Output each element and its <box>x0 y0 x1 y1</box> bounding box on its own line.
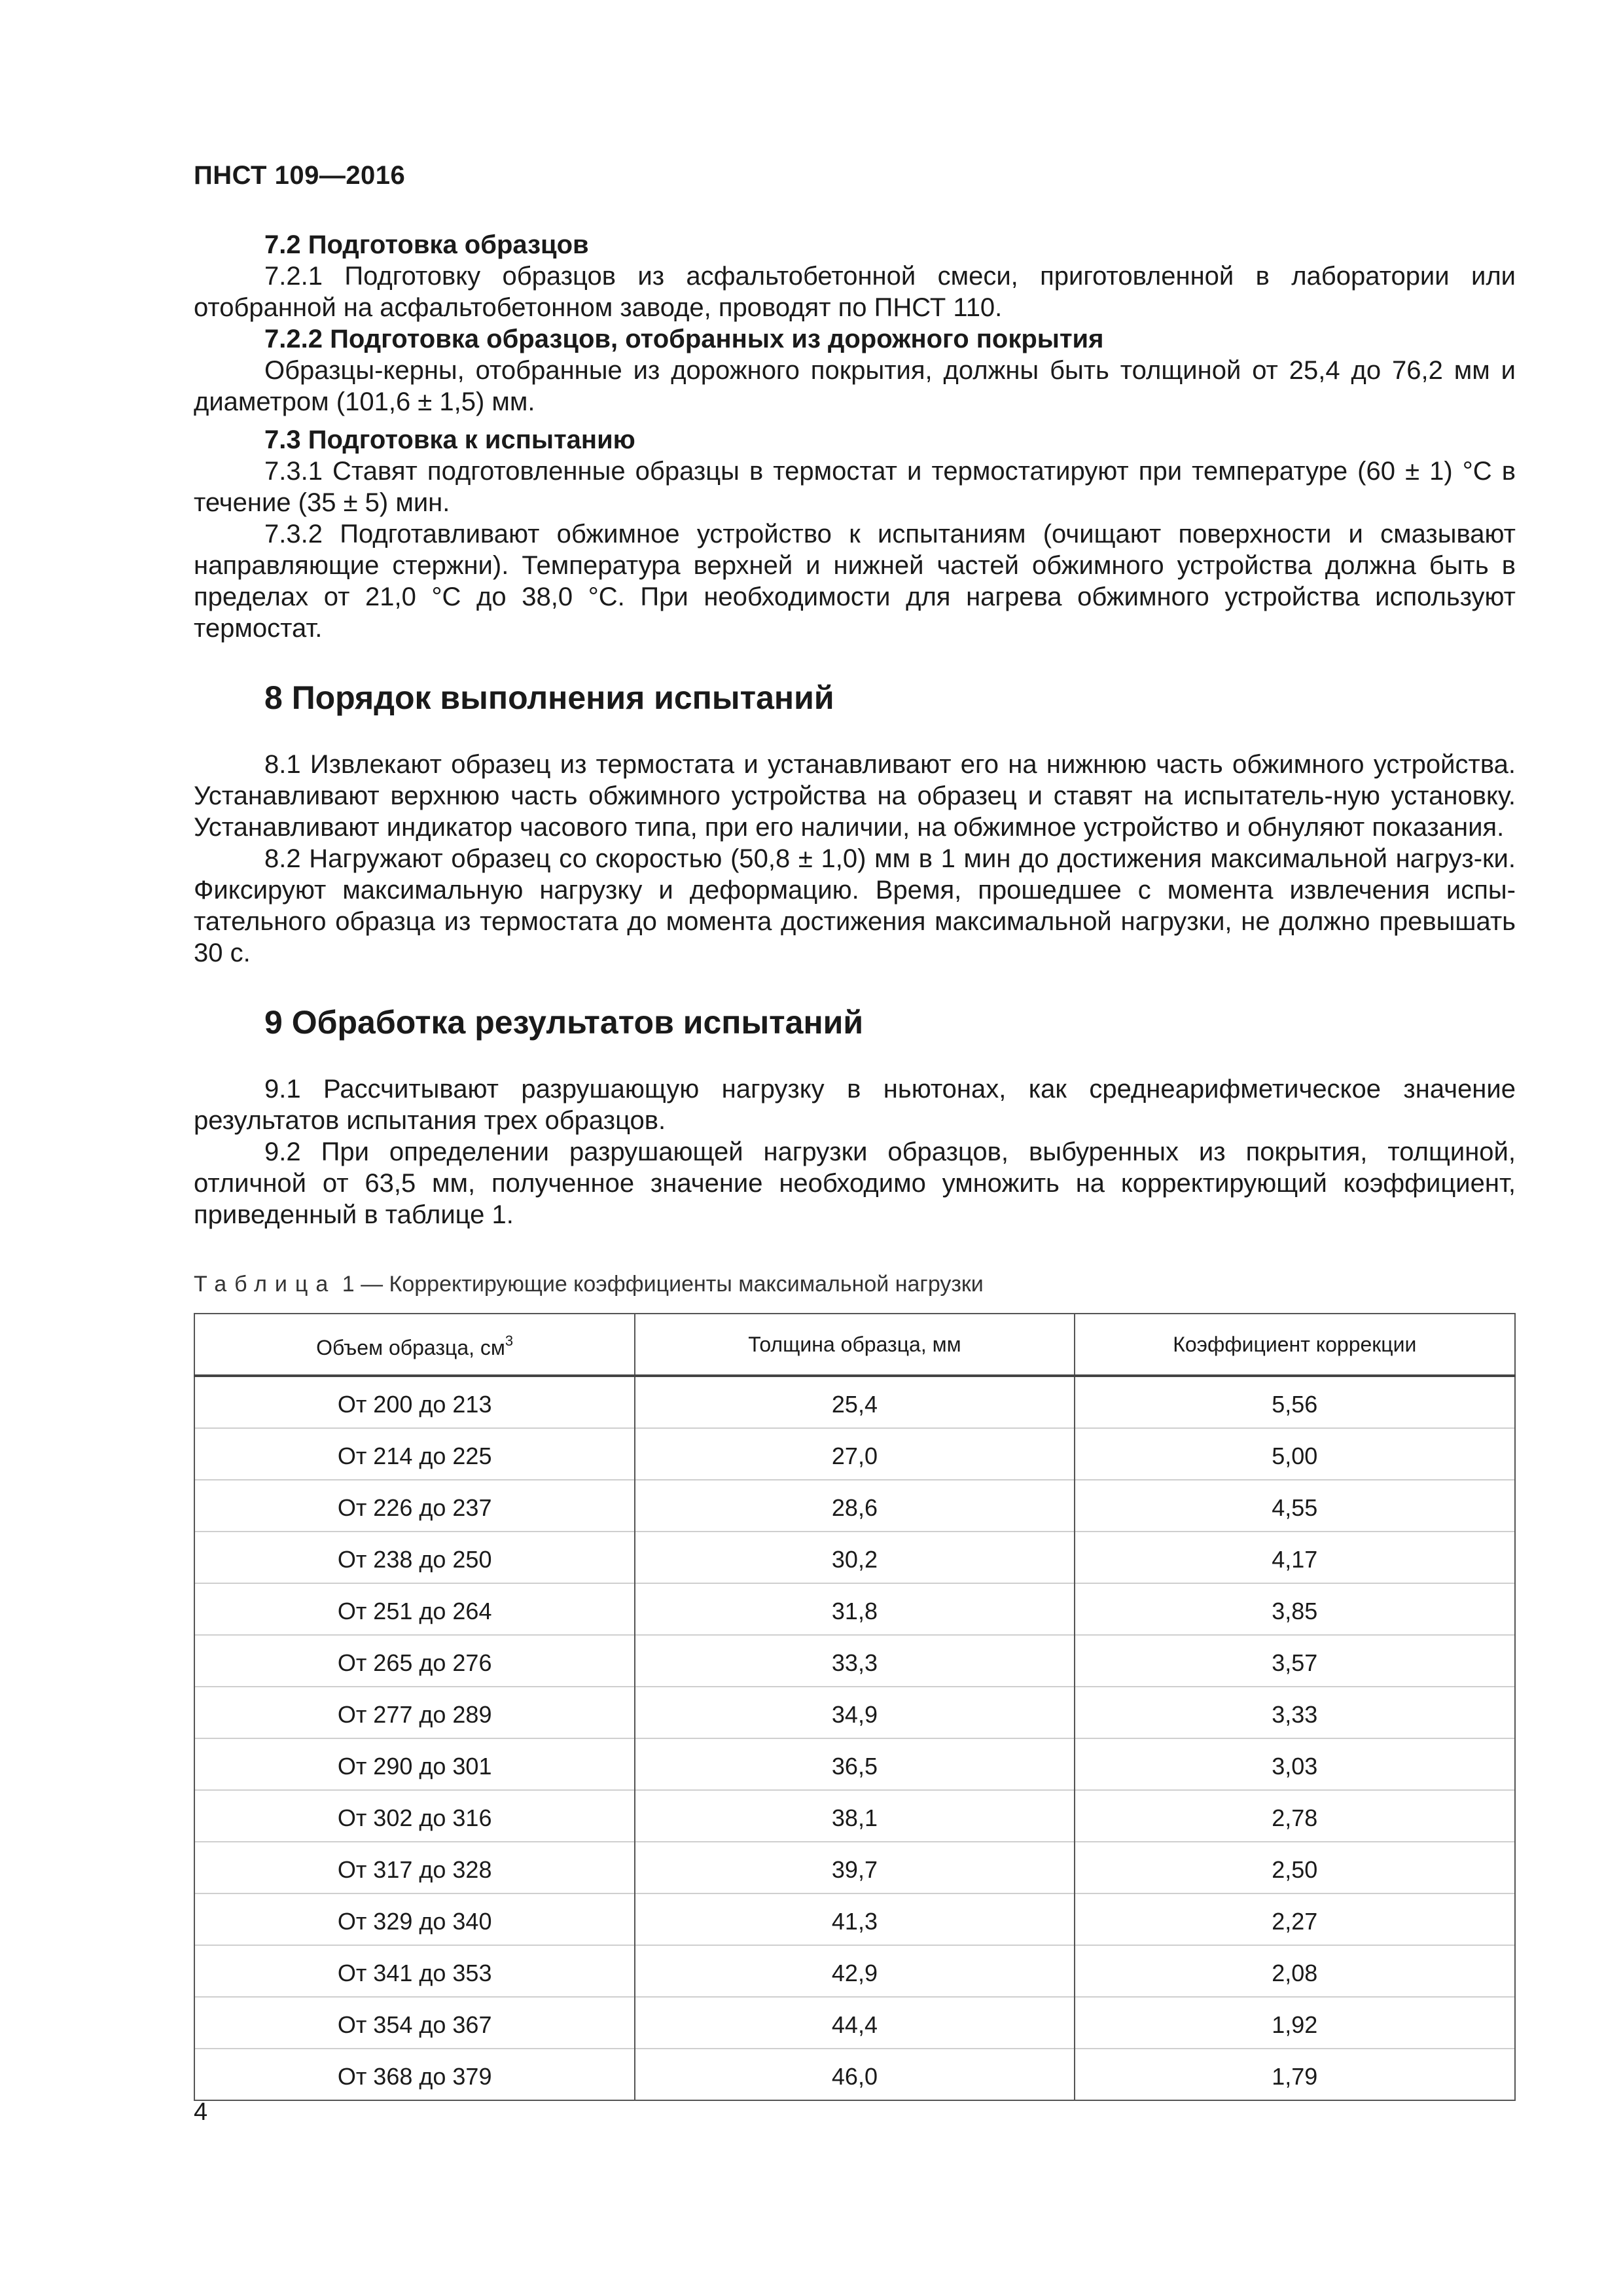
cell-volume: От 200 до 213 <box>194 1376 635 1428</box>
cell-thickness: 25,4 <box>635 1376 1074 1428</box>
cell-volume: От 368 до 379 <box>194 2049 635 2100</box>
cell-coefficient: 3,33 <box>1075 1687 1515 1738</box>
cell-volume: От 277 до 289 <box>194 1687 635 1738</box>
header-volume-label: Объем образца, см <box>316 1336 505 1359</box>
section-7-2-2-title: 7.2.2 Подготовка образцов, отобранных из дорожного покрытия <box>264 325 1104 353</box>
cell-coefficient: 3,85 <box>1075 1583 1515 1635</box>
table-header-row <box>194 1314 1515 1376</box>
table-row <box>194 1790 1515 1842</box>
section-8-title: 8 Порядок выполнения испытаний <box>264 679 834 716</box>
paragraph-8-1: 8.1 Извлекают образец из термостата и устанавливают его на нижнюю часть обжимного устройства. Устанавливают верхнюю часть обжимного устройства на образец и ставят на испытатель-ную установку. Устанавливают индикатор часового типа, при его наличии, на обжимное устройство и обнуляют показания. <box>194 750 1516 842</box>
section-7-3-title: 7.3 Подготовка к испытанию <box>264 425 635 454</box>
standard-code-header: ПНСТ 109—2016 <box>194 161 406 190</box>
header-coefficient: Коэффициент коррекции <box>1075 1314 1515 1376</box>
cell-coefficient: 2,78 <box>1075 1790 1515 1842</box>
cell-thickness: 42,9 <box>635 1945 1074 1997</box>
cell-volume: От 265 до 276 <box>194 1635 635 1687</box>
table-row <box>194 1532 1515 1583</box>
table-row <box>194 1428 1515 1480</box>
page-number: 4 <box>194 2098 208 2126</box>
cell-coefficient: 2,50 <box>1075 1842 1515 1893</box>
cell-coefficient: 3,57 <box>1075 1635 1515 1687</box>
cell-coefficient: 5,56 <box>1075 1376 1515 1428</box>
table-caption-label: Таблица <box>194 1272 336 1297</box>
header-volume-superscript: 3 <box>505 1333 514 1349</box>
paragraph-9-2: 9.2 При определении разрушающей нагрузки образцов, выбуренных из покрытия, толщиной, отличной от 63,5 мм, полученное значение необходимо умножить на корректирующий коэффициент, приведенный в таблице 1. <box>194 1138 1516 1229</box>
cell-volume: От 251 до 264 <box>194 1583 635 1635</box>
cell-thickness: 39,7 <box>635 1842 1074 1893</box>
table-row <box>194 1893 1515 1945</box>
cell-thickness: 30,2 <box>635 1532 1074 1583</box>
cell-volume: От 317 до 328 <box>194 1842 635 1893</box>
cell-volume: От 214 до 225 <box>194 1428 635 1480</box>
cell-coefficient: 3,03 <box>1075 1738 1515 1790</box>
table-row <box>194 1480 1515 1532</box>
cell-volume: От 238 до 250 <box>194 1532 635 1583</box>
paragraph-9-1: 9.1 Рассчитывают разрушающую нагрузку в ньютонах, как среднеарифметическое значение результатов испытания трех образцов. <box>194 1075 1516 1135</box>
cell-thickness: 38,1 <box>635 1790 1074 1842</box>
cell-volume: От 329 до 340 <box>194 1893 635 1945</box>
cell-volume: От 226 до 237 <box>194 1480 635 1532</box>
cell-thickness: 27,0 <box>635 1428 1074 1480</box>
cell-thickness: 41,3 <box>635 1893 1074 1945</box>
table-row <box>194 1687 1515 1738</box>
section-7-2-title: 7.2 Подготовка образцов <box>264 230 589 259</box>
cell-coefficient: 5,00 <box>1075 1428 1515 1480</box>
correction-coefficients-table <box>194 1313 1516 2101</box>
cell-coefficient: 4,17 <box>1075 1532 1515 1583</box>
cell-volume: От 354 до 367 <box>194 1997 635 2049</box>
table-row <box>194 1635 1515 1687</box>
table-1-caption <box>194 1271 1516 1297</box>
header-thickness: Толщина образца, мм <box>635 1314 1074 1376</box>
table-row <box>194 1738 1515 1790</box>
paragraph-8-2: 8.2 Нагружают образец со скоростью (50,8 ± 1,0) мм в 1 мин до достижения максимальной нагруз-ки. Фиксируют максимальную нагрузку и деформацию. Время, прошедшее с момента извлечения испы-тательного образца из термостата до момента достижения максимальной нагрузки, не должно превышать 30 с. <box>194 844 1516 967</box>
cell-thickness: 34,9 <box>635 1687 1074 1738</box>
document-body <box>194 229 1516 2101</box>
cell-coefficient: 1,79 <box>1075 2049 1515 2100</box>
paragraph-7-2-1: 7.2.1 Подготовку образцов из асфальтобетонной смеси, приготовленной в лаборатории или отобранной на асфальтобетонном заводе, проводят по ПНСТ 110. <box>194 262 1516 322</box>
cell-thickness: 33,3 <box>635 1635 1074 1687</box>
paragraph-7-2-2: Образцы-керны, отобранные из дорожного покрытия, должны быть толщиной от 25,4 до 76,2 мм и диаметром (101,6 ± 1,5) мм. <box>194 356 1516 416</box>
cell-coefficient: 2,27 <box>1075 1893 1515 1945</box>
cell-thickness: 36,5 <box>635 1738 1074 1790</box>
table-row <box>194 2049 1515 2100</box>
table-row <box>194 1997 1515 2049</box>
table-row <box>194 1945 1515 1997</box>
cell-volume: От 302 до 316 <box>194 1790 635 1842</box>
table-row <box>194 1583 1515 1635</box>
table-row <box>194 1376 1515 1428</box>
cell-coefficient: 2,08 <box>1075 1945 1515 1997</box>
header-volume <box>194 1314 635 1376</box>
paragraph-7-3-1: 7.3.1 Ставят подготовленные образцы в термостат и термостатируют при температуре (60 ± 1) °С в течение (35 ± 5) мин. <box>194 457 1516 517</box>
cell-thickness: 28,6 <box>635 1480 1074 1532</box>
section-9-title: 9 Обработка результатов испытаний <box>264 1004 864 1041</box>
cell-coefficient: 4,55 <box>1075 1480 1515 1532</box>
cell-thickness: 44,4 <box>635 1997 1074 2049</box>
paragraph-7-3-2: 7.3.2 Подготавливают обжимное устройство к испытаниям (очищают поверхности и смазывают направляющие стержни). Температура верхней и нижней частей обжимного устройства должна быть в пределах от 21,0 °С до 38,0 °С. При необходимости для нагрева обжимного устройства используют термостат. <box>194 520 1516 643</box>
cell-coefficient: 1,92 <box>1075 1997 1515 2049</box>
cell-volume: От 341 до 353 <box>194 1945 635 1997</box>
cell-thickness: 31,8 <box>635 1583 1074 1635</box>
cell-volume: От 290 до 301 <box>194 1738 635 1790</box>
cell-thickness: 46,0 <box>635 2049 1074 2100</box>
table-caption-text: 1 — Корректирующие коэффициенты максимальной нагрузки <box>336 1272 984 1297</box>
table-row <box>194 1842 1515 1893</box>
